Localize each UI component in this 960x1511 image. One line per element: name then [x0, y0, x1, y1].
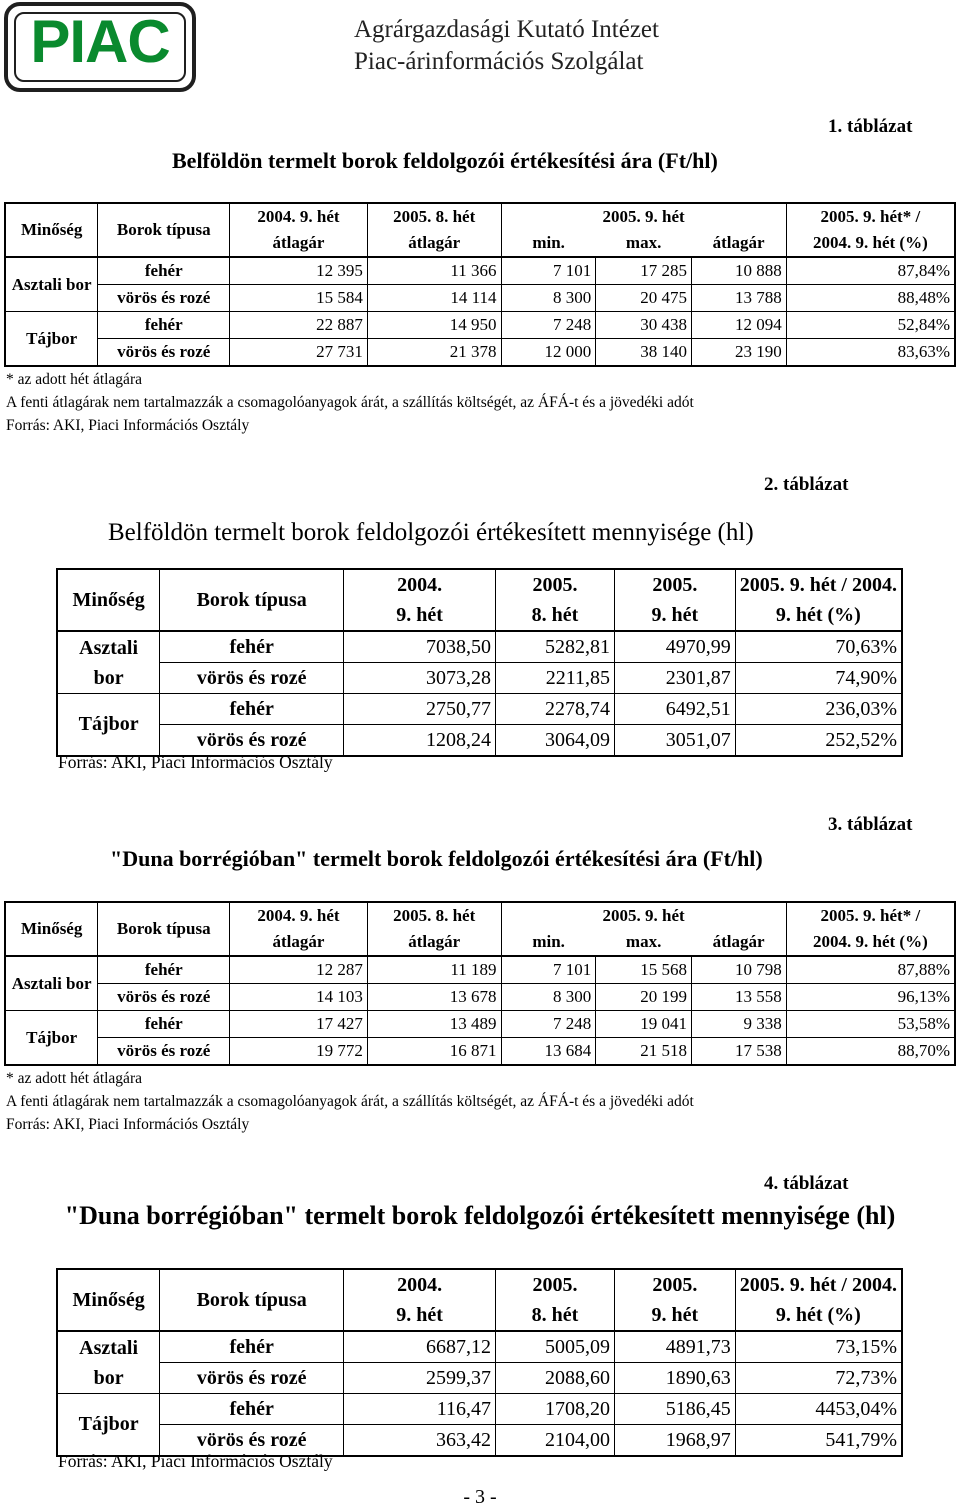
table1-note: A fenti átlagárak nem tartalmazzák a csomagolóanyagok árát, a szállítás költségét, az ÁFÁ-t és a jövedéki adót [6, 394, 694, 411]
table1-cell: 8 300 [501, 285, 596, 312]
table2-cell: 252,52% [735, 725, 902, 757]
table4-cell: 2088,60 [496, 1363, 615, 1394]
table1-cell: 11 366 [367, 257, 501, 285]
table4-cell: 73,15% [735, 1331, 902, 1363]
table1-cell: 15 584 [230, 285, 368, 312]
table3-header-ratio: 2005. 9. hét* / [820, 906, 921, 925]
table1-cell: 12 395 [230, 257, 368, 285]
table1-cell: 87,84% [786, 257, 955, 285]
table1-cell: 21 378 [367, 339, 501, 367]
table3-header-ratio-base: 2004. 9. hét (%) [813, 932, 928, 951]
table4-cell: 4453,04% [735, 1394, 902, 1425]
table-row [5, 339, 955, 367]
table2-header-2005: 2005. [496, 569, 615, 600]
table4-header-week: 9. hét [615, 1300, 736, 1331]
table1-cell: 52,84% [786, 312, 955, 339]
table1-group-regional-wine: Tájbor [5, 312, 98, 367]
table3-type: vörös és rozé [98, 1038, 230, 1066]
table2-header-week: 9. hét [344, 600, 496, 631]
table1-group-table-wine: Asztali bor [5, 257, 98, 312]
table3-header-type: Borok típusa [98, 902, 230, 956]
table1-type: fehér [98, 312, 230, 339]
table-row [5, 312, 955, 339]
table3-cell: 17 538 [691, 1038, 786, 1066]
table2-number: 2. táblázat [764, 474, 849, 495]
table1-cell: 7 248 [501, 312, 596, 339]
table3-type: vörös és rozé [98, 984, 230, 1011]
table2-cell: 70,63% [735, 631, 902, 663]
table3-cell: 8 300 [501, 984, 596, 1011]
table2-header-week: 9. hét [615, 600, 736, 631]
table4-cell: 5186,45 [615, 1394, 736, 1425]
table-row [57, 631, 902, 663]
table2-header-ratio: 2005. 9. hét / 2004. [739, 573, 897, 596]
table3-footnote: * az adott hét átlagára [6, 1070, 142, 1087]
table2-type: fehér [160, 631, 344, 663]
table2-cell: 3051,07 [615, 725, 736, 757]
table4-header-type: Borok típusa [160, 1269, 344, 1331]
table3-header-avg: átlagár [691, 929, 786, 956]
table3-cell: 13 558 [691, 984, 786, 1011]
table-row [57, 1394, 902, 1425]
table1-cell: 88,48% [786, 285, 955, 312]
table3-header-avg: átlagár [230, 929, 368, 956]
table4-cell: 1890,63 [615, 1363, 736, 1394]
table3-cell: 20 199 [596, 984, 692, 1011]
table3-cell: 96,13% [786, 984, 955, 1011]
table3-cell: 16 871 [367, 1038, 501, 1066]
table4-header-2005: 2005. [615, 1269, 736, 1300]
table3-note: A fenti átlagárak nem tartalmazzák a csomagolóanyagok árát, a szállítás költségét, az ÁFÁ-t és a jövedéki adót [6, 1093, 694, 1110]
table4-cell: 6687,12 [344, 1331, 496, 1363]
table1-cell: 12 094 [691, 312, 786, 339]
table2-cell: 2211,85 [496, 663, 615, 694]
table2-cell: 2278,74 [496, 694, 615, 725]
table1-cell: 20 475 [596, 285, 692, 312]
table2-header-ratio-base: 9. hét (%) [775, 603, 861, 626]
table4-type: vörös és rozé [160, 1363, 344, 1394]
table4-header-ratio-base: 9. hét (%) [775, 1303, 861, 1326]
table4-cell: 5005,09 [496, 1331, 615, 1363]
table3-cell: 19 772 [230, 1038, 368, 1066]
table1-cell: 30 438 [596, 312, 692, 339]
table4-header-2004: 2004. [344, 1269, 496, 1300]
table2-cell: 5282,81 [496, 631, 615, 663]
table-row [5, 984, 955, 1011]
table3-header-2005-8: 2005. 8. hét [367, 902, 501, 929]
table3-cell: 12 287 [230, 956, 368, 984]
table3-cell: 19 041 [596, 1011, 692, 1038]
table3-cell: 13 684 [501, 1038, 596, 1066]
table3-header-max: max. [625, 932, 662, 951]
table4-type: fehér [160, 1394, 344, 1425]
table1-header-2005-8: 2005. 8. hét [367, 203, 501, 230]
table3-cell: 13 489 [367, 1011, 501, 1038]
table3-cell: 17 427 [230, 1011, 368, 1038]
table2-cell: 74,90% [735, 663, 902, 694]
table2-cell: 2301,87 [615, 663, 736, 694]
table2 [56, 568, 903, 757]
table3-cell: 10 798 [691, 956, 786, 984]
table2-header-2004: 2004. [344, 569, 496, 600]
table3-number: 3. táblázat [828, 814, 913, 835]
table1-header-quality: Minőség [5, 203, 98, 257]
table3-cell: 88,70% [786, 1038, 955, 1066]
table2-cell: 1208,24 [344, 725, 496, 757]
table4-cell: 1968,97 [615, 1425, 736, 1457]
table1-cell: 23 190 [691, 339, 786, 367]
table2-type: vörös és rozé [160, 663, 344, 694]
table-row [5, 257, 955, 285]
table2-header-quality: Minőség [57, 569, 160, 631]
table3-cell: 21 518 [596, 1038, 692, 1066]
table3-title: "Duna borrégióban" termelt borok feldolgozói értékesítési ára (Ft/hl) [110, 846, 763, 871]
table1-source: Forrás: AKI, Piaci Információs Osztály [6, 417, 250, 434]
table4-type: fehér [160, 1331, 344, 1363]
table1-header-2004-9: 2004. 9. hét [230, 203, 368, 230]
table1-header-avg: átlagár [367, 230, 501, 257]
table4-group-regional-wine: Tájbor [57, 1394, 160, 1457]
table4-cell: 116,47 [344, 1394, 496, 1425]
table1-cell: 10 888 [691, 257, 786, 285]
table-row [57, 663, 902, 694]
table3-cell: 7 101 [501, 956, 596, 984]
table4-cell: 363,42 [344, 1425, 496, 1457]
table2-cell: 3073,28 [344, 663, 496, 694]
table4-cell: 4891,73 [615, 1331, 736, 1363]
table1-cell: 17 285 [596, 257, 692, 285]
table1-type: vörös és rozé [98, 339, 230, 367]
table1-cell: 22 887 [230, 312, 368, 339]
table1-cell: 12 000 [501, 339, 596, 367]
table3-cell: 11 189 [367, 956, 501, 984]
table-row [57, 1363, 902, 1394]
table4-header-2005: 2005. [496, 1269, 615, 1300]
table2-group-table-wine: Asztali bor [57, 631, 160, 694]
table2-cell: 236,03% [735, 694, 902, 725]
table4-cell: 2599,37 [344, 1363, 496, 1394]
table1-header-avg: átlagár [230, 230, 368, 257]
table1-number: 1. táblázat [828, 116, 913, 137]
table3-header-2005-9: 2005. 9. hét [501, 902, 786, 929]
table3-source: Forrás: AKI, Piaci Információs Osztály [6, 1116, 250, 1133]
table4-header-ratio: 2005. 9. hét / 2004. [739, 1273, 897, 1296]
table3-type: fehér [98, 1011, 230, 1038]
table2-cell: 7038,50 [344, 631, 496, 663]
table4-title: "Duna borrégióban" termelt borok feldolgozói értékesített mennyisége (hl) [64, 1201, 896, 1230]
page-number: - 3 - [463, 1486, 497, 1508]
table2-cell: 3064,09 [496, 725, 615, 757]
table3 [4, 901, 956, 1066]
table4-header-week: 9. hét [344, 1300, 496, 1331]
table1-cell: 14 114 [367, 285, 501, 312]
org-name: Agrárgazdasági Kutató Intézet [354, 16, 659, 43]
piac-logo [4, 2, 196, 92]
table2-header-week: 8. hét [496, 600, 615, 631]
table4 [56, 1268, 903, 1457]
table1-cell: 83,63% [786, 339, 955, 367]
table4-cell: 1708,20 [496, 1394, 615, 1425]
table2-header-2005: 2005. [615, 569, 736, 600]
table1-header-ratio-base: 2004. 9. hét (%) [813, 233, 928, 252]
table4-cell: 2104,00 [496, 1425, 615, 1457]
table3-header-avg: átlagár [367, 929, 501, 956]
table3-group-table-wine: Asztali bor [5, 956, 98, 1011]
table2-header-type: Borok típusa [160, 569, 344, 631]
table3-header-min: min. [532, 932, 565, 951]
table1-footnote: * az adott hét átlagára [6, 371, 142, 388]
table2-cell: 2750,77 [344, 694, 496, 725]
table1-header-ratio: 2005. 9. hét* / [820, 207, 921, 226]
table3-cell: 53,58% [786, 1011, 955, 1038]
table2-cell: 4970,99 [615, 631, 736, 663]
table1-cell: 38 140 [596, 339, 692, 367]
table4-source: Forrás: AKI, Piaci Információs Osztály [58, 1451, 333, 1471]
table2-type: fehér [160, 694, 344, 725]
table3-type: fehér [98, 956, 230, 984]
table3-cell: 15 568 [596, 956, 692, 984]
table2-source: Forrás: AKI, Piaci Információs Osztály [58, 752, 333, 772]
table3-header-2004-9: 2004. 9. hét [230, 902, 368, 929]
table2-group-regional-wine: Tájbor [57, 694, 160, 757]
table4-group-table-wine: Asztali bor [57, 1331, 160, 1394]
table1-title: Belföldön termelt borok feldolgozói értékesítési ára (Ft/hl) [172, 148, 718, 173]
table3-cell: 14 103 [230, 984, 368, 1011]
table1 [4, 202, 956, 367]
table4-header-quality: Minőség [57, 1269, 160, 1331]
table1-cell: 27 731 [230, 339, 368, 367]
table1-header-type: Borok típusa [98, 203, 230, 257]
table3-cell: 7 248 [501, 1011, 596, 1038]
table-row [5, 285, 955, 312]
table3-group-regional-wine: Tájbor [5, 1011, 98, 1066]
table4-cell: 72,73% [735, 1363, 902, 1394]
table2-title: Belföldön termelt borok feldolgozói értékesített mennyisége (hl) [108, 519, 754, 546]
table1-header-avg: átlagár [691, 230, 786, 257]
org-unit: Piac-árinformációs Szolgálat [354, 48, 644, 75]
table1-cell: 13 788 [691, 285, 786, 312]
table-row [5, 1038, 955, 1066]
table3-header-quality: Minőség [5, 902, 98, 956]
table-row [57, 1331, 902, 1363]
table4-number: 4. táblázat [764, 1173, 849, 1194]
table1-header-min: min. [532, 233, 565, 252]
table2-cell: 6492,51 [615, 694, 736, 725]
logo-text: PIAC [30, 8, 170, 75]
table4-type: vörös és rozé [160, 1425, 344, 1457]
table1-header-2005-9: 2005. 9. hét [501, 203, 786, 230]
table3-cell: 87,88% [786, 956, 955, 984]
table1-header-max: max. [625, 233, 662, 252]
table4-cell: 541,79% [735, 1425, 902, 1457]
table-row [5, 956, 955, 984]
table1-cell: 7 101 [501, 257, 596, 285]
table-row [5, 1011, 955, 1038]
table1-cell: 14 950 [367, 312, 501, 339]
table-row [57, 694, 902, 725]
table1-type: fehér [98, 257, 230, 285]
table2-type: vörös és rozé [160, 725, 344, 757]
table4-header-week: 8. hét [496, 1300, 615, 1331]
table3-cell: 9 338 [691, 1011, 786, 1038]
table3-cell: 13 678 [367, 984, 501, 1011]
table1-type: vörös és rozé [98, 285, 230, 312]
